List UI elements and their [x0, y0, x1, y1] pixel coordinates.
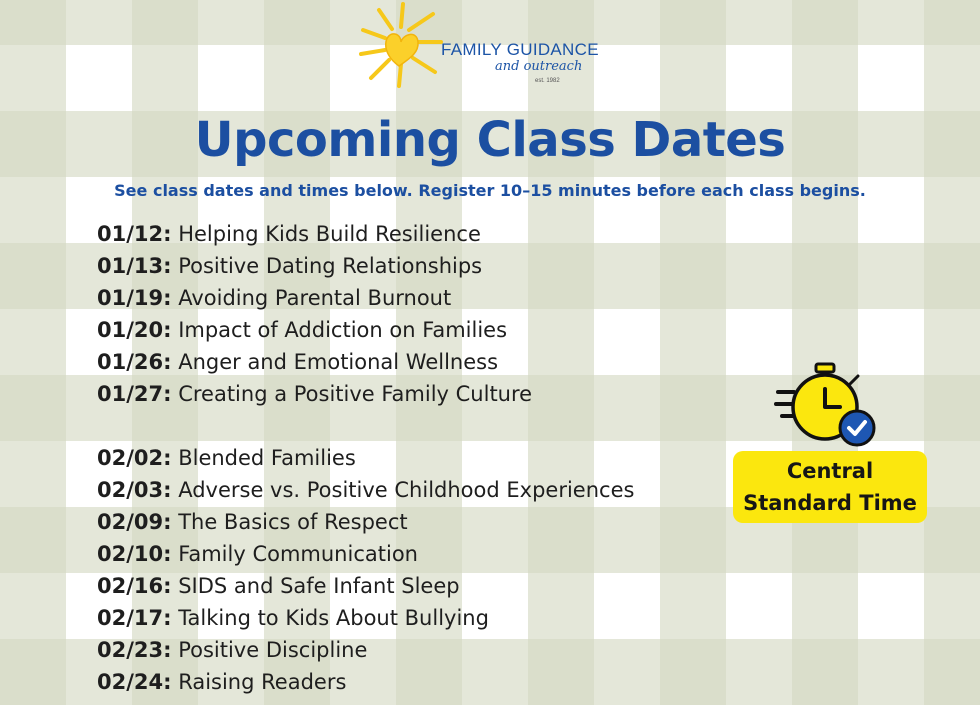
- class-item: [97, 635, 634, 667]
- timezone-line-1: Central: [786, 459, 874, 483]
- class-date: 01/19:: [97, 286, 172, 310]
- class-date: 02/10:: [97, 542, 172, 566]
- class-date: 02/23:: [97, 638, 172, 662]
- class-date: 02/24:: [97, 670, 172, 694]
- class-item: [97, 507, 634, 539]
- class-title: SIDS and Safe Infant Sleep: [178, 574, 460, 598]
- class-title: Helping Kids Build Resilience: [178, 222, 481, 246]
- sun-heart-icon: [355, 0, 455, 100]
- page-title: Upcoming Class Dates: [194, 112, 786, 168]
- class-item: [97, 475, 634, 507]
- class-item: [97, 667, 634, 699]
- class-date: 02/03:: [97, 478, 172, 502]
- class-item: [97, 283, 634, 315]
- class-item: [97, 603, 634, 635]
- class-title: Adverse vs. Positive Childhood Experiences: [178, 478, 635, 502]
- class-item: [97, 539, 634, 571]
- class-date: 02/17:: [97, 606, 172, 630]
- class-date: 02/16:: [97, 574, 172, 598]
- class-title: Raising Readers: [178, 670, 347, 694]
- class-item: [97, 315, 634, 347]
- class-title: Talking to Kids About Bullying: [178, 606, 489, 630]
- class-title: Anger and Emotional Wellness: [178, 350, 499, 374]
- class-title: Creating a Positive Family Culture: [178, 382, 533, 406]
- timezone-line-2: Standard Time: [743, 491, 917, 515]
- class-item: [97, 251, 634, 283]
- page-subtitle: See class dates and times below. Register 10–15 minutes before each class begins.: [114, 181, 866, 200]
- logo: [355, 0, 615, 100]
- class-date: 01/12:: [97, 222, 172, 246]
- class-date: 02/09:: [97, 510, 172, 534]
- class-date: 01/13:: [97, 254, 172, 278]
- class-title: The Basics of Respect: [178, 510, 408, 534]
- class-item: [97, 219, 634, 251]
- class-title: Blended Families: [178, 446, 356, 470]
- class-item: [97, 347, 634, 379]
- class-item: [97, 379, 634, 411]
- class-title: Positive Discipline: [178, 638, 368, 662]
- class-title: Avoiding Parental Burnout: [178, 286, 452, 310]
- stopwatch-check-icon: [772, 362, 882, 454]
- class-list: [97, 219, 634, 699]
- class-date: 01/27:: [97, 382, 172, 406]
- class-item: [97, 571, 634, 603]
- class-date: 01/20:: [97, 318, 172, 342]
- logo-name: FAMILY GUIDANCE: [441, 40, 599, 59]
- timezone-badge: [733, 451, 927, 523]
- class-title: Impact of Addiction on Families: [178, 318, 508, 342]
- class-title: Positive Dating Relationships: [178, 254, 483, 278]
- logo-established: est. 1982: [535, 78, 560, 84]
- logo-tagline: and outreach: [495, 59, 583, 74]
- class-title: Family Communication: [178, 542, 418, 566]
- class-date: 02/02:: [97, 446, 172, 470]
- class-item: [97, 443, 634, 475]
- class-date: 01/26:: [97, 350, 172, 374]
